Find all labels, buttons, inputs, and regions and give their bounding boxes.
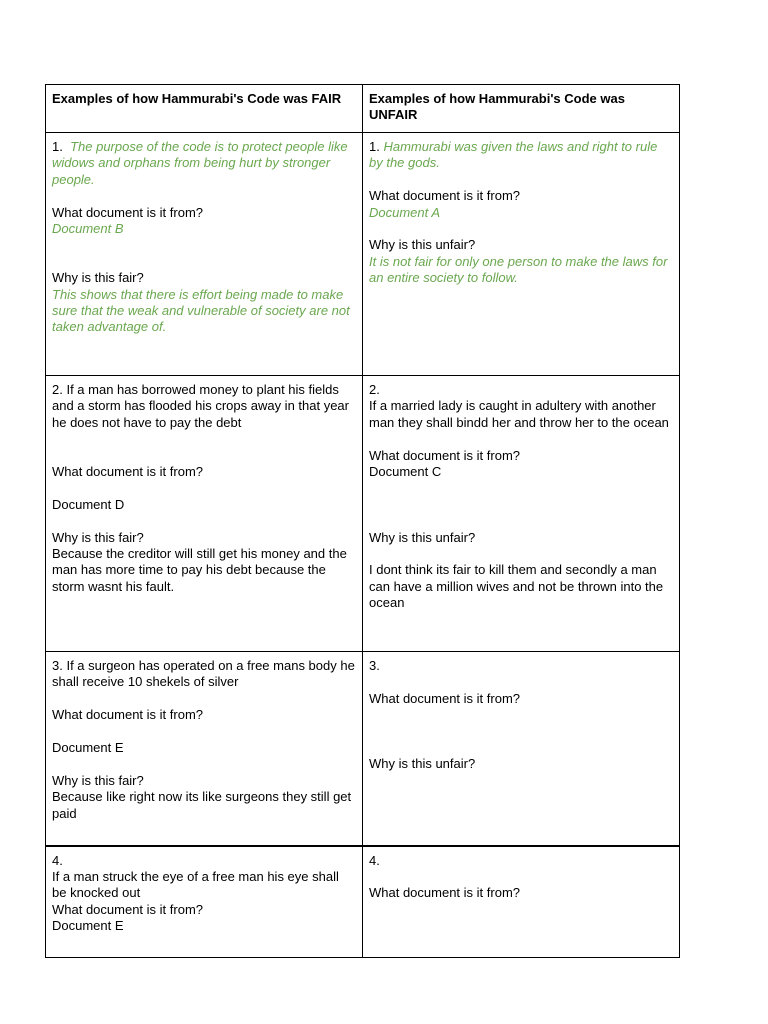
why-question: Why is this fair? [52, 529, 144, 545]
why-answer: This shows that there is effort being made to make sure that the weak and vulnerable of society are not taken advantage of. [52, 286, 350, 335]
unfair-cell-3 [363, 652, 680, 846]
example-text: 2. If a man has borrowed money to plant his fields and a storm has flooded his crops away in that year he does not have to pay the debt [52, 382, 349, 430]
document-answer: Document D [52, 496, 125, 512]
item-number: 4. [52, 852, 63, 868]
fair-cell-4 [46, 846, 363, 958]
document-question: What document is it from? [369, 690, 520, 706]
why-question: Why is this fair? [52, 270, 144, 286]
item-number: 1. [52, 139, 63, 154]
document-question: What document is it from? [52, 464, 203, 479]
document-answer: Document A [369, 204, 441, 220]
unfair-cell-1 [363, 133, 680, 376]
document-answer: Document E [52, 918, 124, 934]
document-answer: Document C [369, 464, 442, 480]
example-text: If a man struck the eye of a free man his eye shall be knocked out [52, 868, 339, 901]
fair-cell-2 [46, 376, 363, 652]
unfair-cell-2 [363, 376, 680, 652]
header-unfair: Examples of how Hammurabi's Code was UNFAIR [363, 85, 680, 133]
why-question: Why is this unfair? [369, 756, 476, 772]
unfair-cell-4 [363, 846, 680, 958]
why-answer: Because like right now its like surgeons they still get paid [52, 789, 352, 821]
table-row [46, 133, 680, 376]
document-answer: Document B [52, 221, 124, 237]
example-text: If a married lady is caught in adultery with another man they shall bindd her and throw her to the ocean [369, 398, 669, 430]
fair-cell-1 [46, 133, 363, 376]
why-question: Why is this unfair? [369, 237, 476, 253]
example-text: The purpose of the code is to protect people like widows and orphans from being hurt by stronger people. [52, 139, 348, 187]
header-row [46, 85, 680, 133]
example-text: 3. If a surgeon has operated on a free mans body he shall receive 10 shekels of silver [52, 658, 355, 690]
hammurabi-table [45, 84, 680, 958]
why-question: Why is this fair? [52, 772, 144, 788]
example-text: Hammurabi was given the laws and right to rule by the gods. [369, 139, 658, 171]
document-question: What document is it from? [369, 885, 520, 901]
why-answer: It is not fair for only one person to make the laws for an entire society to follow. [369, 253, 668, 286]
document-question: What document is it from? [369, 188, 520, 204]
table-row [46, 376, 680, 652]
header-fair: Examples of how Hammurabi's Code was FAIR [46, 85, 363, 133]
why-answer: I dont think its fair to kill them and secondly a man can have a million wives and not be thrown into the ocean [369, 562, 664, 611]
document-answer: Document E [52, 740, 124, 755]
item-number: 2. [369, 382, 380, 397]
document-question: What document is it from? [52, 901, 203, 917]
item-number: 3. [369, 658, 380, 673]
item-number: 4. [369, 852, 380, 868]
document-question: What document is it from? [52, 204, 203, 220]
table-row [46, 846, 680, 958]
table-row [46, 652, 680, 846]
item-number: 1. [369, 139, 380, 154]
fair-cell-3 [46, 652, 363, 846]
why-answer: Because the creditor will still get his money and the man has more time to pay his debt because the storm wasnt his fault. [52, 546, 347, 594]
document-question: What document is it from? [52, 707, 203, 723]
document-question: What document is it from? [369, 447, 520, 463]
why-question: Why is this unfair? [369, 529, 476, 545]
